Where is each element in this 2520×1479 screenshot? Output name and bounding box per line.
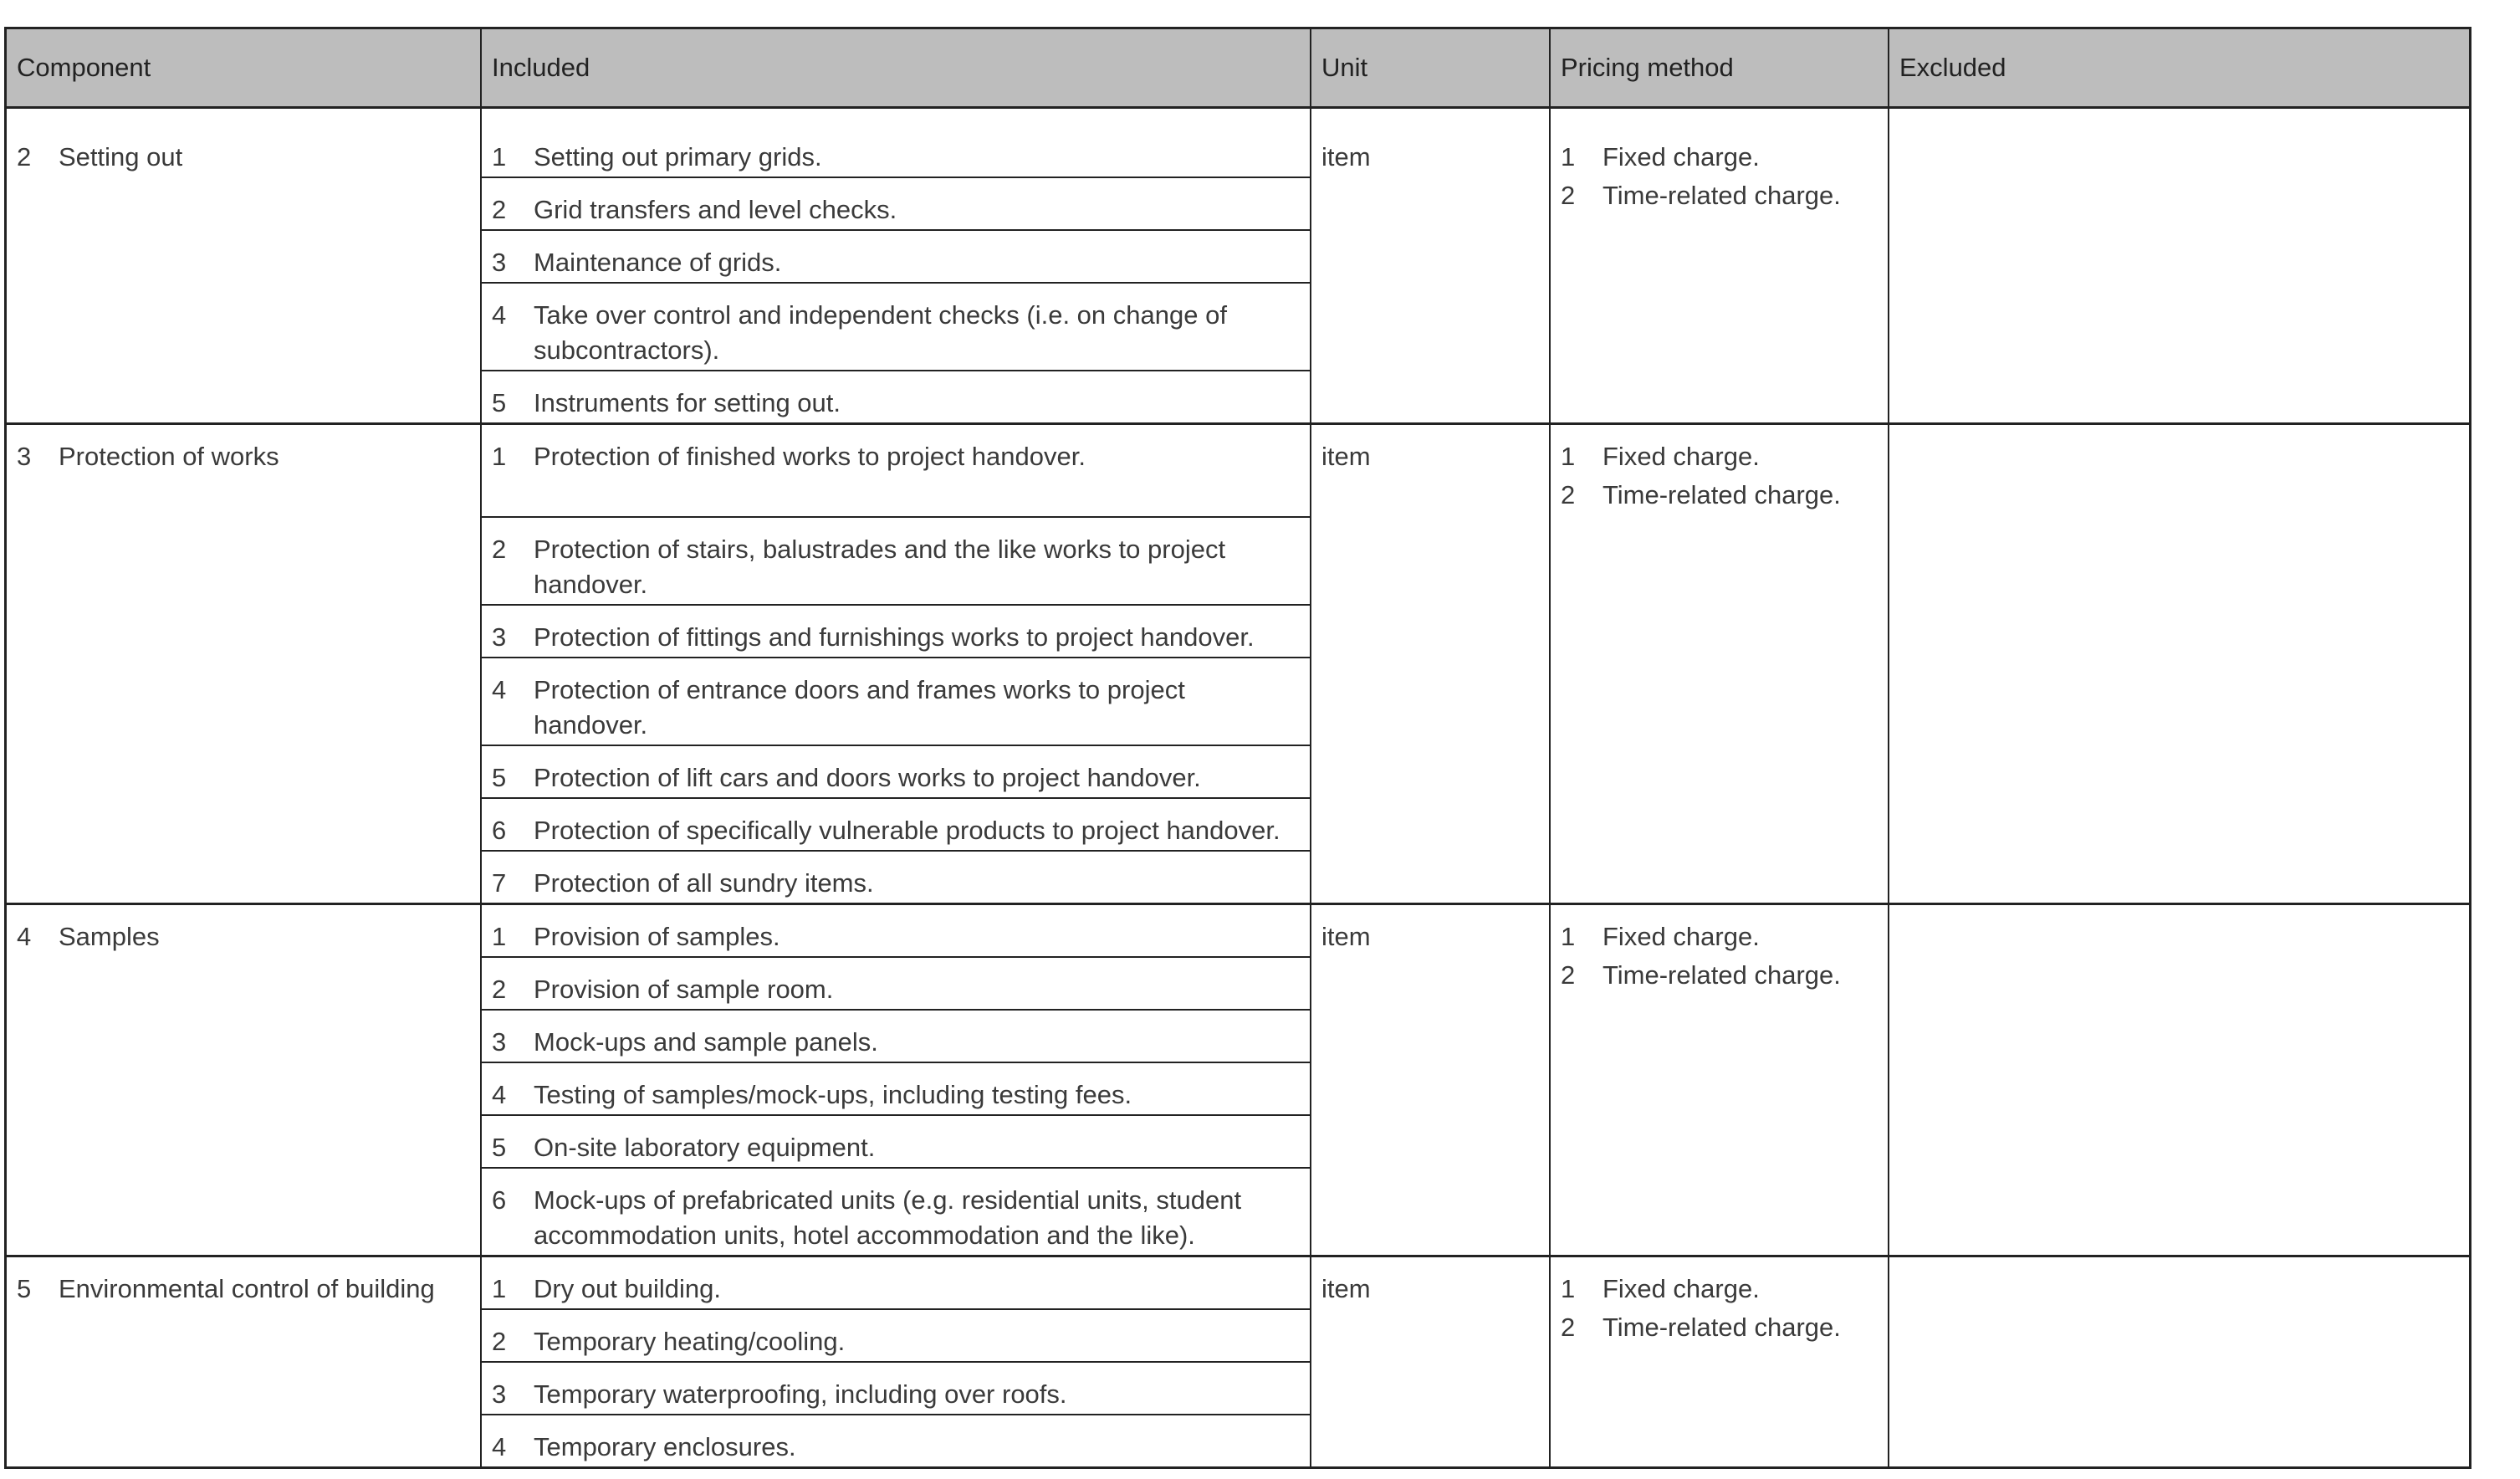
included-item-text: Mock-ups of prefabricated units (e.g. residential units, student accommodation units, hotel accommodation and the like). <box>534 1185 1242 1250</box>
pricing-method-number: 2 <box>1561 181 1576 210</box>
pricing-method-item <box>1561 916 1888 958</box>
pricing-method-text: Time-related charge. <box>1602 1313 1841 1342</box>
pricing-method-cell <box>1551 905 1889 1255</box>
included-cell <box>482 905 1311 1255</box>
component-number: 4 <box>17 922 32 951</box>
header-component: Component <box>7 29 482 106</box>
included-item-text: Maintenance of grids. <box>534 248 782 277</box>
excluded-cell <box>1889 109 2469 422</box>
included-item <box>482 606 1310 658</box>
pricing-method-item <box>1561 1307 1888 1348</box>
component-cell <box>7 1257 482 1466</box>
unit-cell: item <box>1311 905 1551 1255</box>
component-name: Environmental control of building <box>59 1274 435 1303</box>
included-item <box>482 1011 1310 1063</box>
included-item <box>482 852 1310 903</box>
pricing-method-number: 1 <box>1561 922 1576 951</box>
included-item-number: 7 <box>492 868 507 898</box>
included-item <box>482 178 1310 231</box>
included-item-text: Grid transfers and level checks. <box>534 195 897 224</box>
component-number: 3 <box>17 442 32 471</box>
included-item-number: 2 <box>492 195 507 224</box>
included-item-text: Temporary enclosures. <box>534 1432 796 1461</box>
included-item-text: Provision of sample room. <box>534 975 834 1004</box>
included-item-text: Protection of lift cars and doors works to project handover. <box>534 763 1201 792</box>
included-item-text: Protection of entrance doors and frames works to project handover. <box>534 675 1185 740</box>
included-item <box>482 1257 1310 1310</box>
pricing-method-number: 2 <box>1561 960 1576 990</box>
included-item <box>482 1363 1310 1415</box>
included-item-number: 3 <box>492 1379 507 1409</box>
excluded-cell <box>1889 905 2469 1255</box>
included-item-number: 3 <box>492 622 507 652</box>
included-item <box>482 284 1310 371</box>
pricing-method-number: 1 <box>1561 442 1576 471</box>
included-item-number: 5 <box>492 1133 507 1162</box>
included-item-text: Provision of samples. <box>534 922 780 951</box>
header-excluded: Excluded <box>1899 53 2006 82</box>
included-cell <box>482 425 1311 903</box>
included-item-number: 2 <box>492 975 507 1004</box>
pricing-method-text: Fixed charge. <box>1602 922 1760 951</box>
included-item <box>482 1063 1310 1116</box>
included-item-text: Protection of specifically vulnerable products to project handover. <box>534 816 1280 845</box>
included-item-text: Temporary waterproofing, including over roofs. <box>534 1379 1067 1409</box>
included-item <box>482 1415 1310 1466</box>
included-item-text: Mock-ups and sample panels. <box>534 1027 878 1057</box>
pricing-method-number: 2 <box>1561 1313 1576 1342</box>
included-item-number: 1 <box>492 1274 507 1303</box>
component-number: 5 <box>17 1274 32 1303</box>
included-cell <box>482 109 1311 422</box>
included-item-text: On-site laboratory equipment. <box>534 1133 876 1162</box>
included-item-number: 1 <box>492 442 507 471</box>
pricing-method-text: Fixed charge. <box>1602 142 1760 171</box>
excluded-cell <box>1889 425 2469 903</box>
included-item-number: 1 <box>492 142 507 171</box>
header-included: Included <box>482 29 1311 106</box>
table-header-row <box>7 29 2469 109</box>
pricing-method-cell <box>1551 1257 1889 1466</box>
pricing-method-text: Fixed charge. <box>1602 1274 1760 1303</box>
included-item-text: Instruments for setting out. <box>534 388 841 417</box>
included-item <box>482 658 1310 746</box>
pricing-method-item <box>1561 436 1888 478</box>
included-item-number: 6 <box>492 816 507 845</box>
included-item-text: Protection of stairs, balustrades and the like works to project handover. <box>534 535 1226 599</box>
pricing-method-number: 2 <box>1561 480 1576 509</box>
included-item <box>482 799 1310 852</box>
component-name: Protection of works <box>59 442 279 471</box>
pricing-method-item <box>1561 1268 1888 1310</box>
header-pricing-method: Pricing method <box>1551 29 1889 106</box>
included-item <box>482 425 1310 518</box>
component-name: Samples <box>59 922 160 951</box>
included-item-number: 6 <box>492 1185 507 1215</box>
component-cell <box>7 425 482 903</box>
table-row <box>7 905 2469 1257</box>
included-item <box>482 1169 1310 1255</box>
included-item-number: 3 <box>492 248 507 277</box>
pricing-method-cell <box>1551 425 1889 903</box>
included-item-text: Temporary heating/cooling. <box>534 1327 846 1356</box>
component-name: Setting out <box>59 142 183 171</box>
excluded-cell <box>1889 1257 2469 1466</box>
pricing-method-number: 1 <box>1561 1274 1576 1303</box>
unit-cell: item <box>1311 425 1551 903</box>
included-item-number: 5 <box>492 388 507 417</box>
included-item <box>482 231 1310 284</box>
preliminaries-table <box>4 27 2471 1469</box>
included-item-number: 4 <box>492 300 507 330</box>
included-item-number: 2 <box>492 1327 507 1356</box>
included-item <box>482 958 1310 1011</box>
pricing-method-item <box>1561 136 1888 178</box>
included-item-text: Protection of all sundry items. <box>534 868 874 898</box>
included-item-text: Protection of fittings and furnishings works to project handover. <box>534 622 1255 652</box>
header-unit: Unit <box>1311 29 1551 106</box>
unit-cell: item <box>1311 109 1551 422</box>
pricing-method-text: Time-related charge. <box>1602 480 1841 509</box>
included-item-text: Take over control and independent checks (i.e. on change of subcontractors). <box>534 300 1227 365</box>
component-cell <box>7 905 482 1255</box>
included-cell <box>482 1257 1311 1466</box>
pricing-method-text: Time-related charge. <box>1602 960 1841 990</box>
included-item-number: 3 <box>492 1027 507 1057</box>
component-cell <box>7 109 482 422</box>
component-number: 2 <box>17 142 32 171</box>
included-item-text: Testing of samples/mock-ups, including testing fees. <box>534 1080 1132 1109</box>
included-item-text: Setting out primary grids. <box>534 142 822 171</box>
included-item <box>482 518 1310 606</box>
table-row <box>7 109 2469 425</box>
pricing-method-text: Time-related charge. <box>1602 181 1841 210</box>
included-item <box>482 905 1310 958</box>
pricing-method-number: 1 <box>1561 142 1576 171</box>
included-item-number: 4 <box>492 675 507 704</box>
included-item <box>482 1310 1310 1363</box>
included-item-text: Dry out building. <box>534 1274 722 1303</box>
included-item <box>482 1116 1310 1169</box>
included-item-text: Protection of finished works to project handover. <box>534 442 1086 471</box>
included-item-number: 1 <box>492 922 507 951</box>
pricing-method-text: Fixed charge. <box>1602 442 1760 471</box>
table-row <box>7 1257 2469 1469</box>
unit-cell: item <box>1311 1257 1551 1466</box>
included-item <box>482 371 1310 422</box>
included-item <box>482 109 1310 178</box>
table-row <box>7 425 2469 905</box>
included-item-number: 5 <box>492 763 507 792</box>
included-item <box>482 746 1310 799</box>
pricing-method-item <box>1561 954 1888 996</box>
pricing-method-cell <box>1551 109 1889 422</box>
included-item-number: 2 <box>492 535 507 564</box>
included-item-number: 4 <box>492 1432 507 1461</box>
pricing-method-item <box>1561 474 1888 516</box>
included-item-number: 4 <box>492 1080 507 1109</box>
pricing-method-item <box>1561 175 1888 217</box>
